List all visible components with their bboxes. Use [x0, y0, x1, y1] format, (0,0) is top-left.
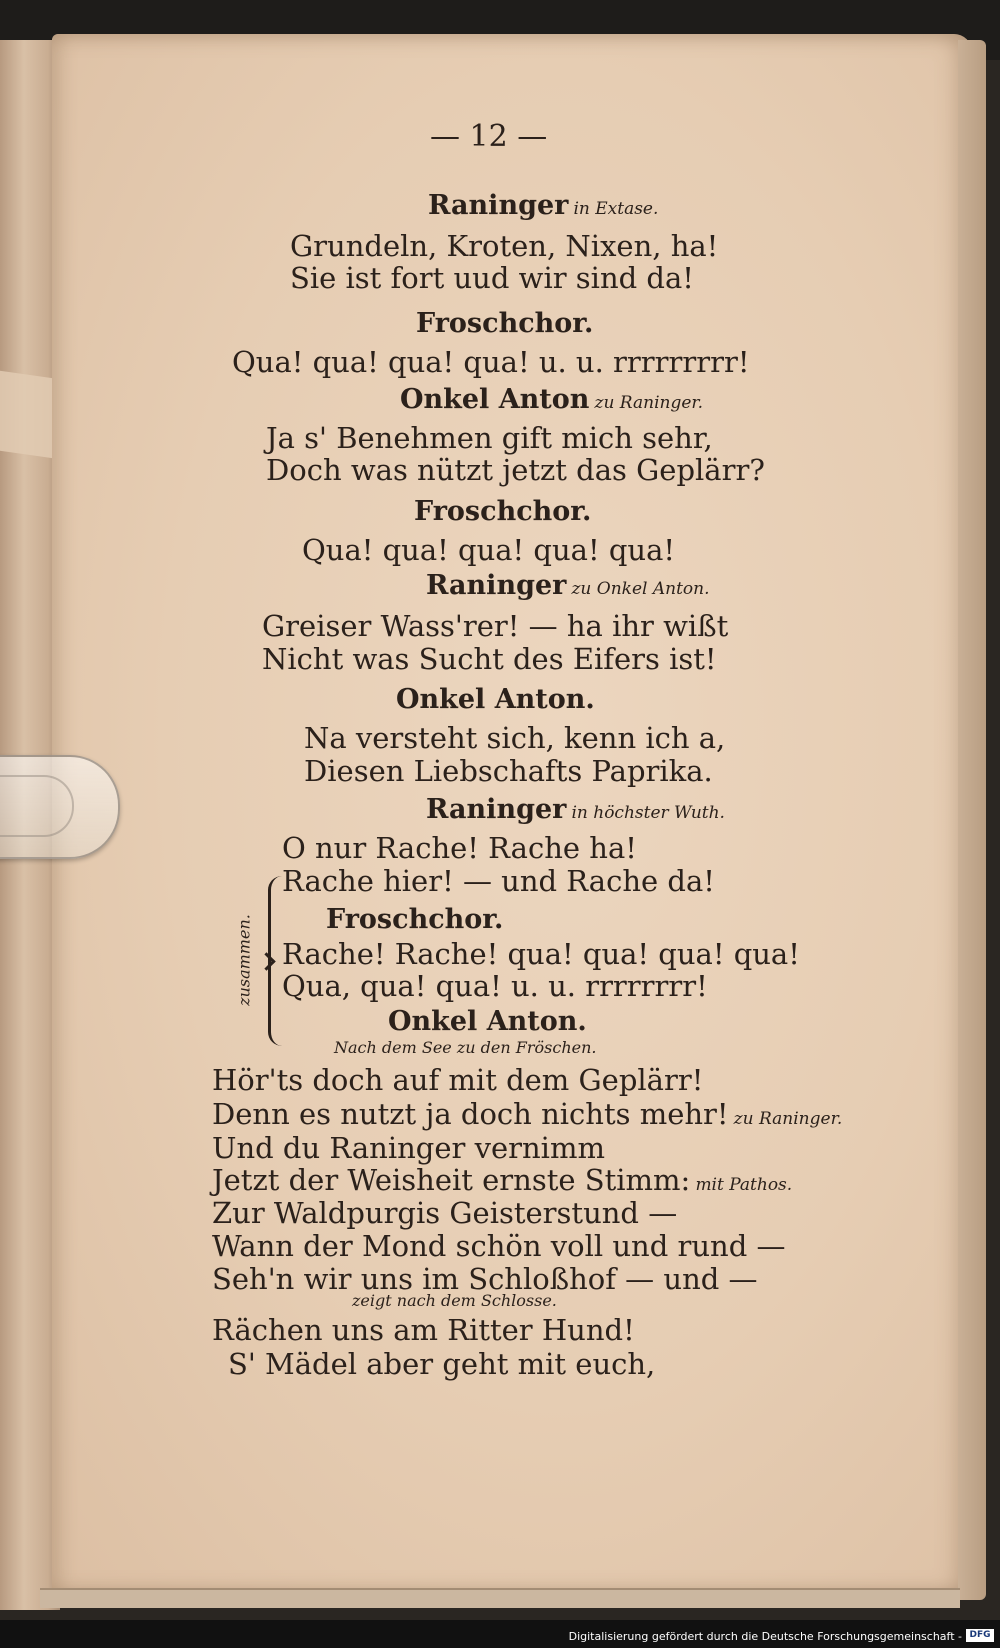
verse-line: Zur Waldpurgis Geisterstund —: [212, 1196, 678, 1230]
torn-page-fragment: [0, 371, 60, 459]
verse-line: Seh'n wir uns im Schloßhof — und —: [212, 1262, 758, 1296]
stage-direction: zeigt nach dem Schlosse.: [352, 1291, 557, 1310]
verse-line-with-aside: Denn es nutzt ja doch nichts mehr! zu Raninger.: [212, 1097, 843, 1131]
plastic-clip: [0, 755, 120, 859]
verse-line: Und du Raninger vernimm: [212, 1131, 605, 1165]
speaker-heading: Raninger in Extase.: [428, 190, 659, 221]
verse-line: Rächen uns am Ritter Hund!: [212, 1313, 635, 1347]
verse-line: Rache hier! — und Rache da!: [282, 864, 715, 898]
verse-line: Wann der Mond schön voll und rund —: [212, 1229, 786, 1263]
speaker-heading: Froschchor.: [416, 308, 594, 339]
page-number: — 12 —: [430, 119, 548, 154]
verse-line: Qua! qua! qua! qua! u. u. rrrrrrrrr!: [232, 345, 750, 379]
speaker-heading: Onkel Anton.: [396, 684, 595, 715]
verse-line: Qua, qua! qua! u. u. rrrrrrrr!: [282, 969, 708, 1003]
verse-line: Nicht was Sucht des Eifers ist!: [262, 642, 717, 676]
stage-direction: Nach dem See zu den Fröschen.: [334, 1038, 597, 1057]
speaker-heading: Onkel Anton zu Raninger.: [400, 384, 704, 415]
speaker-heading: Onkel Anton.: [388, 1006, 587, 1037]
verse-line: Rache! Rache! qua! qua! qua! qua!: [282, 937, 800, 971]
verse-line: Qua! qua! qua! qua! qua!: [302, 533, 676, 567]
funding-credit: Digitalisierung gefördert durch die Deutsche Forschungsgemeinschaft -: [568, 1630, 962, 1643]
verse-line: Diesen Liebschafts Paprika.: [304, 754, 713, 788]
book-bottom-edge: [40, 1588, 960, 1608]
verse-line: Ja s' Benehmen gift mich sehr,: [266, 421, 713, 455]
verse-line: Grundeln, Kroten, Nixen, ha!: [290, 229, 719, 263]
verse-line: O nur Rache! Rache ha!: [282, 831, 637, 865]
speaker-heading: Froschchor.: [326, 904, 504, 935]
book-right-edge: [958, 40, 986, 1600]
speaker-heading: Froschchor.: [414, 496, 592, 527]
verse-line: Na versteht sich, kenn ich a,: [304, 721, 726, 755]
verse-line: Greiser Wass'rer! — ha ihr wißt: [262, 609, 729, 643]
verse-line-with-aside: Jetzt der Weisheit ernste Stimm: mit Pathos.: [212, 1163, 793, 1197]
verse-line: Hör'ts doch auf mit dem Geplärr!: [212, 1063, 704, 1097]
verse-line: Sie ist fort uud wir sind da!: [290, 261, 694, 295]
speaker-heading: Raninger in höchster Wuth.: [426, 794, 725, 825]
dfg-logo: DFG: [966, 1629, 994, 1642]
verse-line: S' Mädel aber geht mit euch,: [228, 1347, 656, 1381]
verse-line: Doch was nützt jetzt das Geplärr?: [266, 453, 765, 487]
speaker-heading: Raninger zu Onkel Anton.: [426, 570, 710, 601]
together-label: zusammen.: [234, 914, 254, 1006]
